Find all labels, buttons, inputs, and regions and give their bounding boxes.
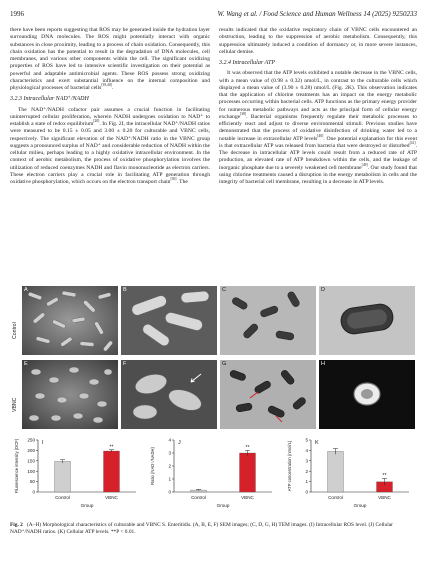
significance-marker: ** [382,472,387,479]
bar [328,451,344,492]
figure-caption [10,522,417,536]
y-tick-label: 5 [305,437,308,443]
journal-citation: W. Wang et al. / Food Science and Human Wellness 14 (2025) 9250233 [217,10,417,18]
y-tick-label: 2 [168,463,171,469]
x-axis-label: Group [216,503,230,508]
y-axis-label: Fluorescence intensity (DCF) [14,438,19,494]
tem-image-control-high-mag [319,286,415,355]
y-tick-label: 4 [305,448,308,453]
bar-chart-ros [10,434,148,520]
panel-label: E [24,361,28,367]
sem-panel-a [22,286,118,355]
tem-panel-d [319,286,415,355]
row-label-control: Control [12,322,18,339]
panel-label: I [42,440,44,446]
panel-label: G [222,361,227,367]
panel-label: D [321,287,325,293]
panel-label: K [315,440,319,446]
sem-image-control-high-mag [121,286,217,355]
sem-panel-f [121,360,217,429]
x-tick-label: Control [328,495,343,500]
y-tick-label: 0 [32,489,35,495]
significance-marker: ** [109,444,114,451]
panel-label: A [24,287,28,293]
tem-panel-h [319,360,415,429]
y-tick-label: 100 [27,468,35,474]
tem-panel-g [220,360,316,429]
paragraph: there have been reports suggesting that ROS may be generated inside the hydration layer surrounding DNA molecules. The ROS might potentially interact with organic substances in close proximity, leading to a process of chain oxidation. Consequently, this chain oxidation has the potential to result in the degradation of DNA molecules, cell membranes, and various other components within the cell. The significant oxidizing properties of ROS have led to intensive scientific investigation on their potential as powerful and adaptable antimicrobial agents. These ROS possess strong oxidizing characteristics and exert substantial influence on the internal composition and physiological processes of bacterial cells[39,40]. [10,27,210,91]
x-tick-label: Control [191,495,206,500]
y-tick-label: 250 [27,437,35,443]
panel-label: J [178,440,181,446]
bar-chart-atp [283,434,421,520]
y-tick-label: 200 [27,448,35,453]
x-axis-label: Group [353,503,367,508]
row-label-vbnc: VBNC [12,397,18,412]
x-tick-label: Control [55,495,70,500]
x-tick-label: VBNC [105,495,118,500]
sem-panel-b [121,286,217,355]
tem-panel-c [220,286,316,355]
y-tick-label: 150 [27,458,35,464]
y-axis-label: Ratio (NAD⁺/NADH) [150,447,155,485]
sem-image-vbnc-low-mag [22,360,118,429]
y-tick-label: 50 [29,479,35,485]
panel-label: B [123,287,127,293]
figure-number: Fig. 2 [10,522,23,528]
panel-label: F [123,361,127,367]
y-tick-label: 1 [168,476,171,482]
bar [104,451,120,492]
x-tick-label: VBNC [241,495,254,500]
sem-image-control-low-mag [22,286,118,355]
section-title: 3.2.4 Intracellular ATP [219,60,275,66]
bar [240,453,256,492]
left-column [10,27,210,186]
sem-image-vbnc-high-mag [121,360,217,429]
section-title: 3.2.3 Intracellular NAD⁺/NADH [10,96,89,103]
y-tick-label: 3 [305,458,308,464]
figure-caption-text: (A–H) Morphological characteristics of culturable and VBNC S. Enteritidis. (A, B, E, F) SEM images; (C, D, G, H) TEM images. (I) Intracellular ROS level. (J) Cellular NAD⁺/NADH ratios. (K) Cellular ATP levels. **P < 0.01. [10,522,393,535]
significance-marker: ** [245,444,250,451]
y-tick-label: 1 [305,479,308,485]
y-axis-label: ATP concentration (nmol/L) [287,440,292,492]
paragraph: It was observed that the ATP levels exhibited a notable decrease in the VBNC cells, with a mean value of (0.98 ± 0.32) nmol/L, in contrast to the culturable cells which displayed a mean value of (3.90 ± 0.28) nmol/L (Fig. 2K). This observation indicates that the application of chlorine treatments has an impact on the energy metabolic processes occurring within bacterial cells. ATP functions as the primary energy provider for numerous metabolic pathways and acts as the principal form of cellular energy exchange[38]. Bacterial organisms frequently regulate their metabolic processes to efficiently react and adjust to diverse environmental stimuli. Previous studies have demonstrated that the process of oxidative disinfection of drinking water led to a notable increase in extracellular ATP levels[40]. One potential explanation for this event is that extracellular ATP was released from bacteria that were destroyed or disturbed[41]. The decrease in intracellular ATP levels could result from a reduced rate of ATP production, an elevated rate of ATP breakdown within the cells, and the leakage of inorganic phosphate due to a severely weakened cell membrane[49]. Our study found that using chlorine treatments caused a disruption in the energy metabolism in cells and the integrity of bacterial cell membrane, resulting in a decrease in ATP levels. [219,70,418,185]
right-column [219,27,417,186]
tem-image-vbnc-low-mag [220,360,316,429]
panel-label: H [321,361,325,367]
y-tick-label: 0 [168,489,171,495]
y-tick-label: 2 [305,468,308,474]
y-tick-label: 4 [168,437,171,443]
y-tick-label: 3 [168,450,171,456]
page-header [10,10,417,22]
paragraph: The NAD⁺/NADH cofactor pair assumes a crucial function in facilitating uninterrupted cellular proliferation, wherein NADH undergoes oxidation to NAD⁺ to establish a state of redox equilibrium[20]. In Fig. 2I, the intracellular NAD⁺/NADH ratios were measured to be 0.15 ± 0.05 and 3.00 ± 0.20 for culturable and VBNC cells, respectively. The significant elevation of the NAD⁺/NADH ratio in the VBNC group suggests a pronounced surplus of NAD⁺ and considerable reduction of NADH within the cellular milieu, perhaps leading to a highly oxidative intracellular environment. In the context of aerobic metabolism, the process of oxidative phosphorylation involves the utilization of reduced coenzymes NADH and flavin mononucleotide as electron carriers. These electron carriers play a crucial role in facilitating ATP generation through oxidative phosphorylation, which occurs on the electron transport chain[30]. The [10,106,210,185]
bar-chart-nad-ratio [146,434,284,520]
tem-image-control-low-mag [220,286,316,355]
sem-panel-e [22,360,118,429]
y-tick-label: 0 [305,489,308,495]
x-tick-label: VBNC [378,495,391,500]
page-number: 1996 [10,10,24,18]
x-axis-label: Group [80,503,94,508]
paragraph: results indicated that the oxidative respiratory chain of VBNC cells encountered an obstruction, leading to the suppression of aerobic metabolism. Consequently, this suppression ultimately induced a condition of dormancy or, in more severe instances, cellular demise. [219,27,417,55]
bar [55,461,71,492]
panel-label: C [222,287,226,293]
tem-image-vbnc-high-mag [319,360,415,429]
